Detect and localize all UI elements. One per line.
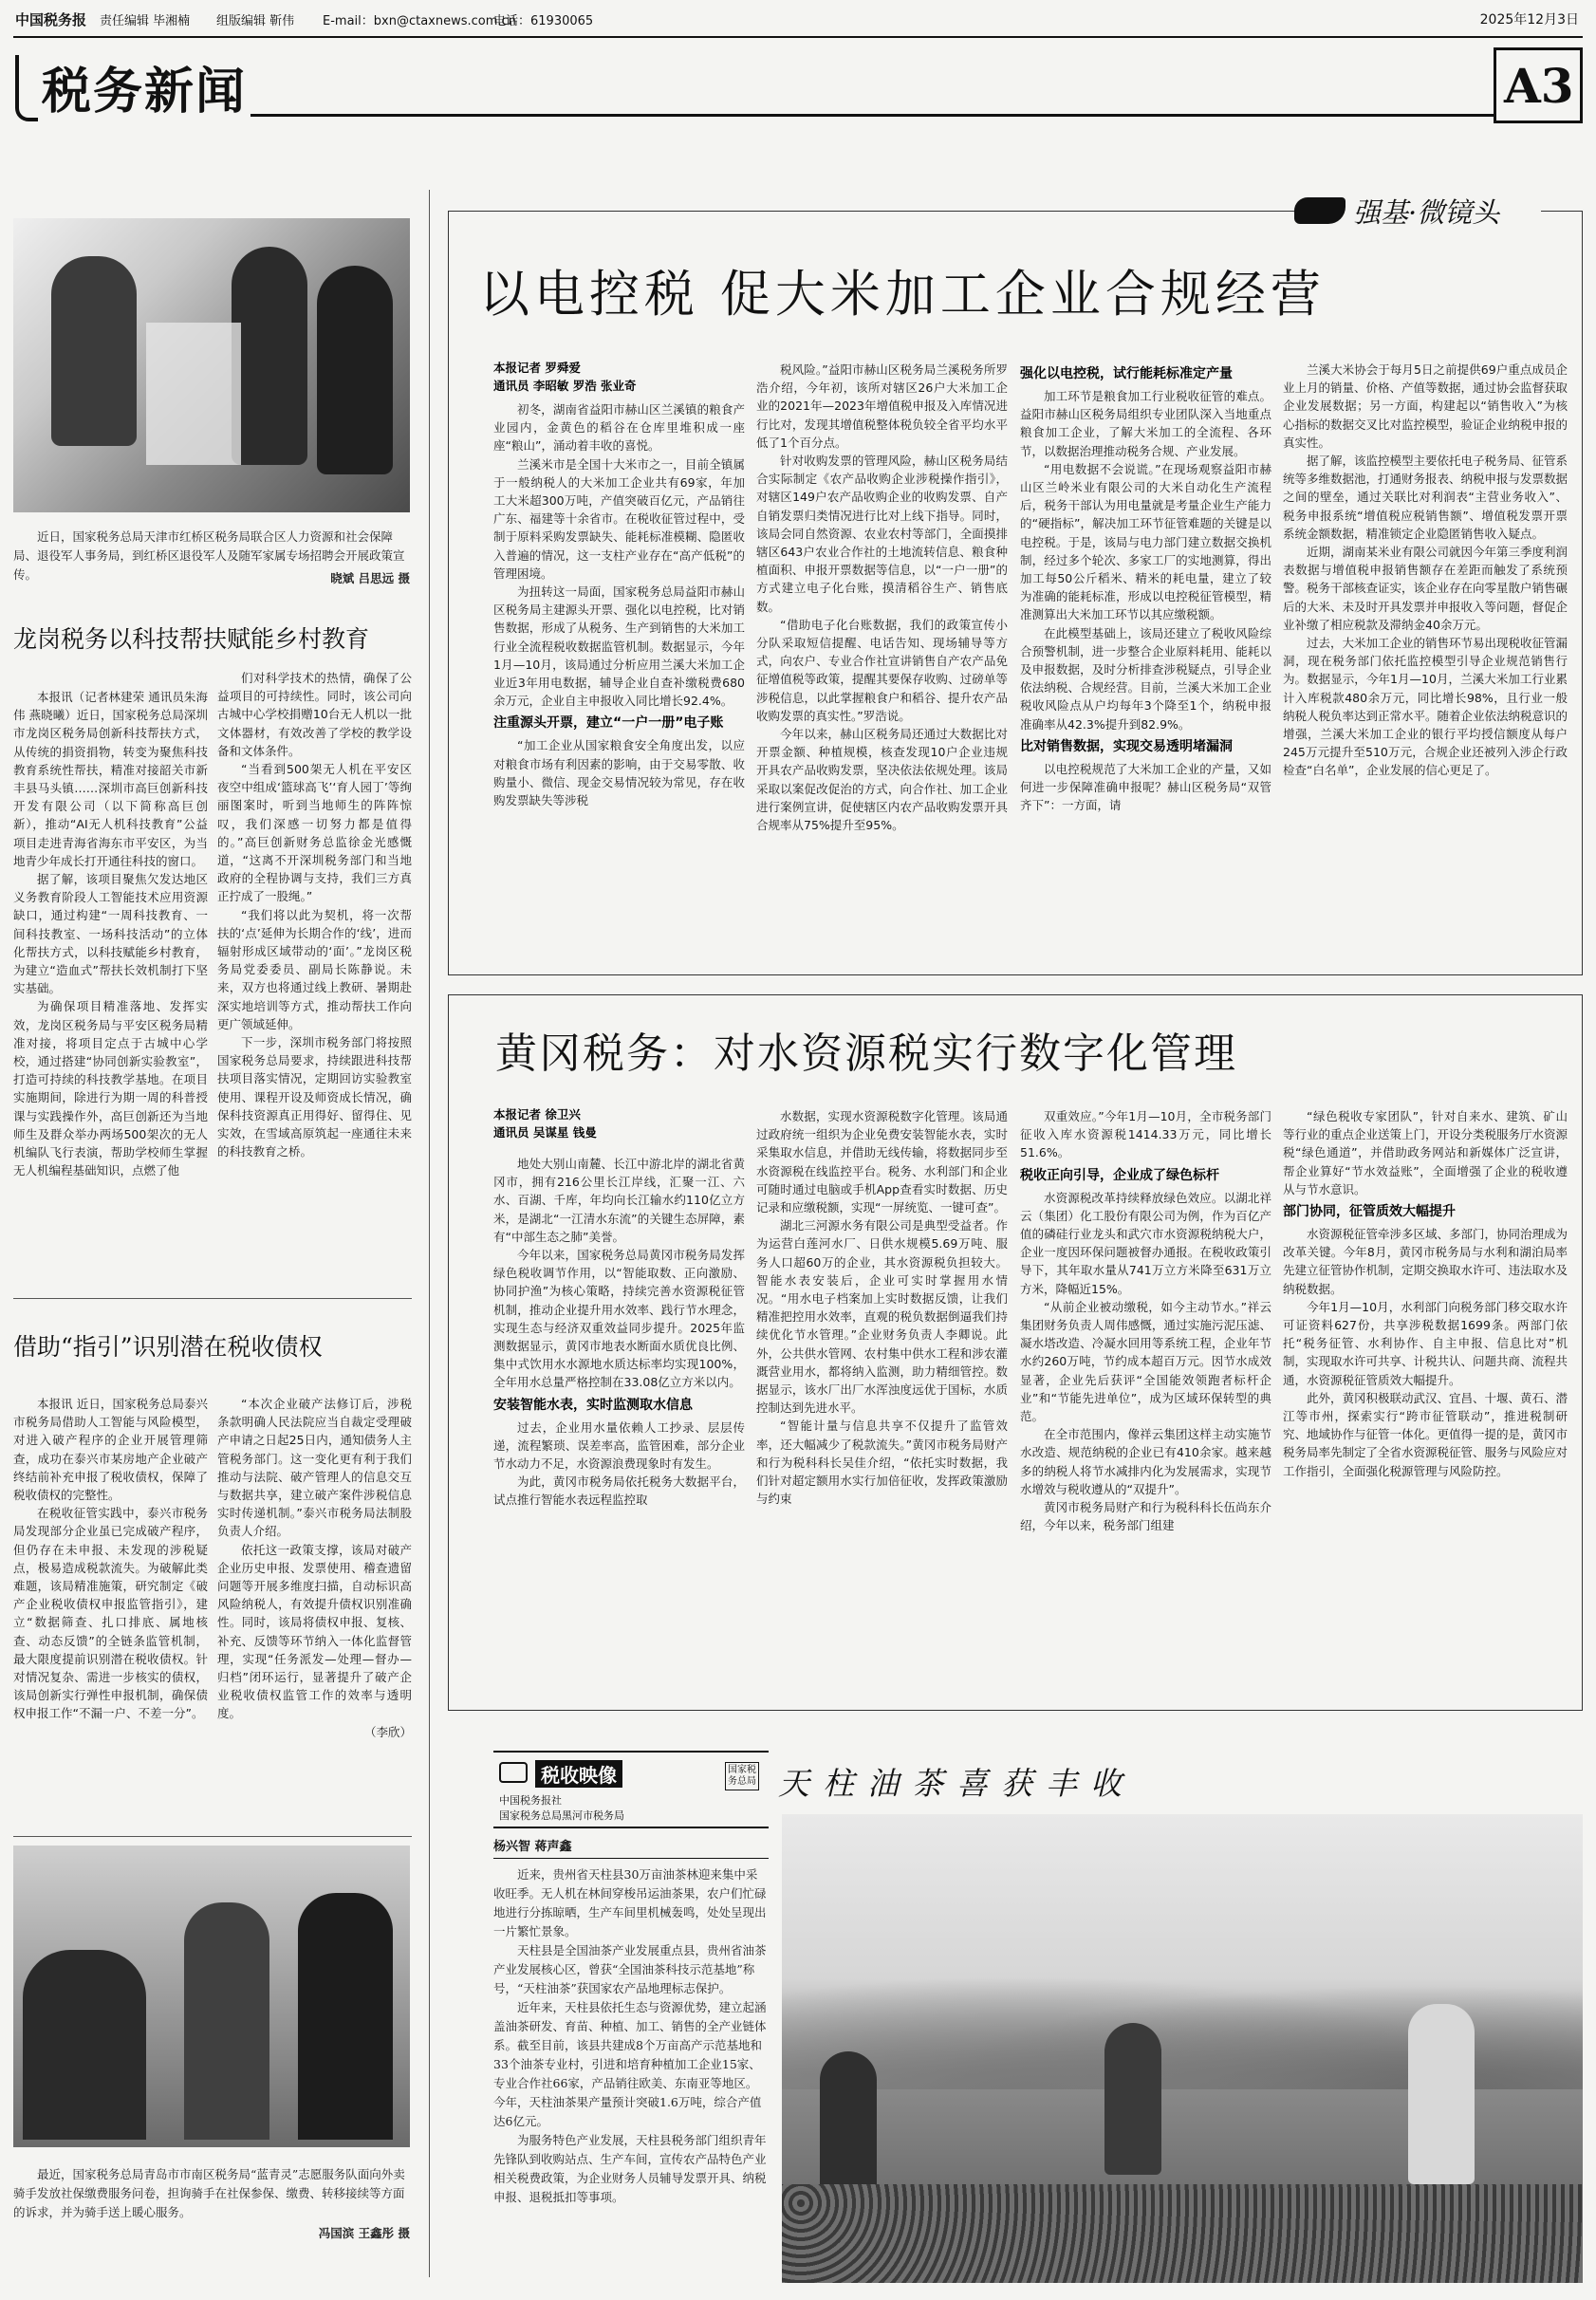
- photo-figure: [317, 266, 393, 474]
- photo-figure: [1408, 2004, 1475, 2184]
- article1-title: 龙岗税务以科技帮扶赋能乡村教育: [13, 625, 370, 653]
- feature-subhead-1: 注重源头开票，建立“一户一册”电子账: [493, 715, 724, 732]
- article3-byline-reporter: 本报记者 徐卫兴: [493, 1107, 581, 1122]
- feature-col4: 兰溪大米协会于每月5日之前提供69户重点成员企业上月的销量、价格、产值等数据，通过协会监督获取企业发展数据；另一方面，构建起以“销售收入”为核心指标的数据交叉比对监控模型，验证企业纳税申报的真实性。 据了解，该监控模型主要依托电子税务局、征管系统等多维数据池，打通财务报表、纳税申报与发票数据之间的壁垒，通过关联比对利润表“主营业务收入”、税务申报系统“增值税应税销售额”、增值税发票开票系统金额数据，精准锁定企业隐匿销售收入疑点。 近期，湖南某米业有限公司就因今年第三季度利润表数据与增值税申报销售额存在差距而触发了系统预警。税务干部核查证实，该企业存在向零星散户销售碾后的大米、未及时开具发票并申报收入等问题，督促企业补缴了相应税款及滞纳金40余万元。 过去，大米加工企业的销售环节易出现税收征管漏洞，现在税务部门依托监控模型引导企业规范销售行为。数据显示，今年1月—10月，兰溪大米加工行业累计入库税款480余万元，同比增长98%，且行业一般纳税人税负率达到正常水平。随着企业依法纳税意识的增强，兰溪大米加工企业的银行平均授信额度从每户245万元提升至510万元，合规企业还被列入涉企行政检查“白名单”，企业发展的信心更足了。: [1283, 362, 1568, 778]
- article1-col2: 们对科学技术的热情，确保了公益项目的可持续性。同时，该公司向古城中心学校捐赠10台无人机以一批文体器材，有效改善了学校的教学设备和文体条件。 “当看到500架无人机在平安区夜空中组成‘篮球高飞’‘育人园丁’等绚丽图案时，听到当地师生的阵阵惊叹，我们深感一切努力都是值得的。”高巨创新财务总监徐金光感慨道，“这离不开深圳税务部门和当地政府的全程协调与支持，我们三方真正拧成了一股绳。” “我们将以此为契机，将一次帮扶的‘点’延伸为长期合作的‘线’，进而辐射形成区域带动的‘面’。”龙岗区税务局党委委员、副局长陈静说。未来，双方也将通过线上教研、暑期赴深实地培训等方式，推动帮扶工作向更广领域延伸。 下一步，深圳市税务部门将按照国家税务总局要求，持续跟进科技帮扶项目落实情况，定期回访实验教室使用、课程开设及师资成长情况，确保科技资源真正用得好、留得住、见实效，在雪域高原筑起一座通往未来的科技教育之桥。: [217, 671, 412, 1159]
- photo-figure: [51, 256, 137, 446]
- article2-col1: 本报讯 近日，国家税务总局泰兴市税务局借助人工智能与风险模型，对进入破产程序的企业开展管理筛查，成功在泰兴市某房地产企业破产终结前补充申报了税收债权，保障了税收债权的完整性。 在税收征管实践中，泰兴市税务局发现部分企业虽已完成破产程序，但仍存在未申报、未发现的涉税疑点，极易造成税款流失。为破解此类难题，该局精准施策，研究制定《破产企业税收债权申报监管指引》，建立“数据筛查、扎口排底、属地核查、动态反馈”的全链条监管机制，最大限度提前识别潜在税收债权。针对情况复杂、需进一步核实的债权，该局创新实行弹性申报机制，确保债权申报工作“不漏一户、不差一分”。: [13, 1397, 208, 1721]
- photo-figure: [1104, 2023, 1161, 2175]
- article3-col3: 双重效应。”今年1月—10月，全市税务部门征收入库水资源税1414.33万元，同比增长51.6%。 税收正向引导，企业成了绿色标杆 水资源税改革持续释放绿色效应。以湖北祥云（集团）化工股份有限公司为例，作为百亿产值的磷硅行业龙头和武穴市水资源税纳税大户，企业一度因环保问题被督办通报。在税收政策引导下，其年取水量从741万立方米降至631万立方米，降幅近15%。 “从前企业被动缴税，如今主动节水。”祥云集团财务负责人周伟感慨，通过实施污泥压滤、凝水塔改造、冷凝水回用等系统工程，企业年节水约260万吨，节约成本超百万元。因节水成效显著，企业先后获评“全国能效领跑者标杆企业”和“节能先进单位”，成为区域环保转型的典范。 在全市范围内，像祥云集团这样主动实施节水改造、规范纳税的企业已有410余家。越来越多的纳税人将节水减排内化为发展需求，实现节水增效与税收遵从的“双提升”。 黄冈市税务局财产和行为税科科长伍尚东介绍，今年以来，税务部门组建: [1020, 1109, 1271, 1533]
- brush-mark-icon: [1294, 197, 1345, 224]
- photo-news-title: 天柱油茶喜获丰收: [778, 1765, 1135, 1802]
- photo-figure: [146, 323, 241, 465]
- article2-col2: “本次企业破产法修订后，涉税条款明确人民法院应当自裁定受理破产申请之日起25日内，通知债务人主管税务部门。这一变化更有利于我们推动与法院、破产管理人的信息交互与数据共享，建立破产案件涉税信息实时传递机制。”泰兴市税务局法制股负责人介绍。 依托这一政策支撑，该局对破产企业历史申报、发票使用、稽查遗留问题等开展多维度扫描，自动标识高风险纳税人，有效提升债权识别准确性。同时，该局将债权申报、复核、补充、反馈等环节纳入一体化监督管理，实现“任务派发—处理—督办—归档”闭环运行，显著提升了破产企业税收债权监管工作的效率与透明度。 （李欣）: [217, 1397, 412, 1739]
- phone-text: 电话：61930065: [493, 14, 594, 28]
- tianjin-photo: [13, 218, 410, 512]
- masthead-strip: [0, 0, 1596, 36]
- article3-subhead-3: 部门协同，征管质效大幅提升: [1283, 1204, 1456, 1220]
- article2-title: 借助“指引”识别潜在税收债权: [13, 1333, 323, 1361]
- article3-subhead-1: 安装智能水表，实时监测取水信息: [493, 1397, 693, 1413]
- photo2-credit: 冯国滨 王鑫彤 摄: [318, 2226, 410, 2240]
- article3-col1: 本报记者 徐卫兴 通讯员 吴谋星 钱曼 地处大别山南麓、长江中游北岸的湖北省黄冈市，拥有216公里长江岸线，汇聚一江、六水、百湖、千库，年均向长江输水约110亿立方米，是湖北“一江清水东流”的关键生态屏障，素有“中部生态之肺”美誉。 今年以来，国家税务总局黄冈市税务局发挥绿色税收调节作用，以“智能取数、正向激励、协同护渔”为核心策略，持续完善水资源税征管机制，推动企业提升用水效率、践行节水理念，实现生态与经济双重效益同步提升。2025年监测数据显示，黄冈市地表水断面水质优良比例、集中式饮用水水源地水质达标率均实现100%，全年用水总量严格控制在33.08亿立方米以内。 安装智能水表，实时监测取水信息 过去，企业用水量依赖人工抄录、层层传递，流程繁琐、误差率高，监管困难，部分企业节水动力不足，水资源浪费现象时有发生。 为此，黄冈市税务局依托税务大数据平台，试点推行智能水表远程监控取: [493, 1107, 745, 1508]
- designer-credit: 组版编辑 靳伟: [216, 14, 295, 28]
- article3-col2: 水数据，实现水资源税数字化管理。该局通过政府统一组织为企业免费安装智能水表，实时采集取水信息，并借助无线传输，将数据同步至水资源税在线监控平台。税务、水利部门和企业可随时通过电脑或手机App查看实时数据、历史记录和应缴税额，实现“一屏统览、一键可查”。 湖北三河源水务有限公司是典型受益者。作为运营白莲河水厂、日供水规模5.69万吨、服务人口超60万的企业，其水资源税负担较大。智能水表安装后，企业可实时掌握用水情况。“用水电子档案加上实时数据反馈，让我们精准把控用水效率，直观的税负数据倒逼我们持续优化节水管理。”企业财务负责人李卿说。此外，公共供水管网、农村集中供水工程和涉农灌溉营业用水，都将纳入监测，助力精细管控。数据显示，该水厂出厂水浑浊度远优于国标，水质控制达到先进水平。 “智能计量与信息共享不仅提升了监管效率，还大幅减少了税款流失。”黄冈市税务局财产和行为税科科长吴佳介绍，“依托实时数据，我们针对超定额用水实行加倍征收，发挥政策激励与约束: [756, 1109, 1008, 1507]
- article3-title: 黄冈税务：对水资源税实行数字化管理: [495, 1029, 1237, 1078]
- photo-figure: [23, 1950, 146, 2140]
- photo-figure: [184, 1902, 269, 2140]
- oil-tea-harvest-photo: [782, 1814, 1583, 2283]
- photo-news-credit: 杨兴智 蒋声鑫: [493, 1836, 769, 1859]
- feature-title: 以电控税 促大米加工企业合规经营: [479, 266, 1326, 324]
- photo-figure: [232, 247, 307, 465]
- badge-org1: 中国税务报社: [499, 1794, 562, 1807]
- badge-side: 国家税务总局: [725, 1762, 759, 1790]
- banner-line: [251, 114, 1494, 117]
- feature-col2: 税风险。”益阳市赫山区税务局兰溪税务所罗浩介绍，今年初，该所对辖区26户大米加工企业的2021年—2023年增值税申报及入库情况进行比对，发现其增值税整体税负较全省平均水平低了1个百分点。 针对收购发票的管理风险，赫山区税务局结合实际制定《农产品收购企业涉税操作指引》，对辖区149户农产品收购企业的收购发票、自产自销发票归类情况进行比对上线下指导。同时，该局会同自然资源、农业农村等部门，全面摸排辖区643户农业合作社的土地流转信息、粮食种植面积、申报开票数据等信息，以“一户一册”的方式建立电子化台账，摸清稻谷生产、销售底数。 “借助电子化台账数据，我们的政策宣传小分队采取短信提醒、电话告知、现场辅导等方式，向农户、专业合作社宣讲销售自产农产品免征增值税等政策，提醒其要保存收购、过磅单等涉税信息，以此掌握粮食户和稻谷、提升农产品收购发票的真实性。”罗浩说。 今年以来，赫山区税务局还通过大数据比对开票金额、种植规模，核查发现10户企业违规开具农产品收购发票，坚决依法依规处理。该局采取以案促改促治的方式，向合作社、加工企业进行案例宣讲，促使辖区内农产品收购发票开具合规率从75%提升至95%。: [756, 362, 1008, 833]
- photo-ground: [782, 2184, 1583, 2283]
- photo1-credit: 晓斌 吕思远 摄: [330, 571, 410, 585]
- banner-bracket: [15, 55, 38, 121]
- left-divider: [13, 1298, 412, 1299]
- photo-news-text: 近来，贵州省天柱县30万亩油茶林迎来集中采收旺季。无人机在林间穿梭吊运油茶果，农户们忙碌地进行分拣晾晒，生产车间里机械轰鸣，处处呈现出一片繁忙景象。 天柱县是全国油茶产业发展重点县，贵州省油茶产业发展核心区，曾获“全国油茶科技示范基地”称号，“天柱油茶”获国家农产品地理标志保护。 近年来，天柱县依托生态与资源优势，建立起涵盖油茶研发、育苗、种植、加工、销售的全产业链体系。截至目前，该县共建成8个万亩高产示范基地和33个油茶专业村，引进和培育种植加工企业15家、专业合作社66家，产品销往欧美、东南亚等地区。今年，天柱油茶果产量预计突破1.6万吨，综合产值达6亿元。 为服务特色产业发展，天柱县税务部门组织青年先锋队到收购站点、生产车间，宣传农产品特色产业相关税费政策，为企业财务人员辅导发票开具、纳税申报、退税抵扣等事项。: [493, 1867, 767, 2204]
- feature-col3: 强化以电控税，试行能耗标准定产量 加工环节是粮食加工行业税收征管的难点。益阳市赫山区税务局组织专业团队深入当地重点粮食加工企业，了解大米加工的全流程、各环节，以数据治理推动税务合规、产业发展。 “用电数据不会说谎。”在现场观察益阳市赫山区兰岭米业有限公司的大米自动化生产流程后，税务干部认为用电量就是考量企业生产能力的“硬指标”，解决加工环节征管难题的关键是以电控税。于是，该局与电力部门建立数据交换机制，经过多个轮次、多家工厂的实地测算，得出加工每50公斤稻米、精米的耗电量，建立了较为准确的能耗标准，形成以电控税征管模型，精准测算出大米加工环节以其应缴税额。 在此模型基础上，该局还建立了税收风险综合预警机制，进一步整合企业原料耗用、能耗以及申报数据，及时分析排查涉税疑点，引导企业依法纳税、合规经营。目前，兰溪大米加工企业税收风险点从户均每年3个降至1个，纳税申报准确率从42.3%提升到82.9%。 比对销售数据，实现交易透明堵漏洞 以电控税规范了大米加工企业的产量，又如何进一步保障准确申报呢？赫山区税务局“双管齐下”：一方面，请: [1020, 366, 1271, 813]
- badge-title: 税收映像: [535, 1760, 622, 1788]
- paper-name: 中国税务报: [15, 11, 87, 28]
- editor-credit: 责任编辑 毕湘楠: [100, 14, 191, 28]
- issue-date: 2025年12月3日: [1479, 12, 1579, 28]
- photo2-caption: 最近，国家税务总局青岛市市南区税务局“蓝青灵”志愿服务队面向外卖骑手发放社保缴费服务问卷，担询骑手在社保参保、缴费、转移接续等方面的诉求，并为骑手送上暖心服务。: [13, 2167, 405, 2219]
- email-text: E-mail：bxn@ctaxnews.com.cn: [323, 14, 516, 28]
- section-title: 税务新闻: [42, 63, 248, 121]
- column-tag: [1294, 188, 1541, 230]
- camera-icon: [499, 1762, 528, 1783]
- article3-subhead-2: 税收正向引导，企业成了绿色标杆: [1020, 1167, 1219, 1183]
- feature-col1: 本报记者 罗舜爱 通讯员 李昭敏 罗浩 张业奇 初冬，湖南省益阳市赫山区兰溪镇的粮食产业园内，金黄色的稻谷在仓库里堆积成一座座“粮山”，涌动着丰收的喜悦。 兰溪米市是全国十大米市之一，目前全镇属于一般纳税人的大米加工企业共有69家，年加工大米超300万吨，产值突破百亿元，产品销往广东、福建等十余省市。在税收征管过程中，受制于原料采购发票缺失、能耗标准模糊、隐匿收入普遍的情况，这一支柱产业存在“高产低税”的管理困境。 为扭转这一局面，国家税务总局益阳市赫山区税务局主建源头开票、强化以电控税，比对销售数据，形成了从税务、生产到销售的大米加工行业全流程税收数据监管机制。数据显示，今年1月—10月，该局通过分析应用兰溪大米加工企业近3年用电数据，辅导企业自查补缴税费680余万元，企业自主申报收入同比增长92.4%。 注重源头开票，建立“一户一册”电子账 “加工企业从国家粮食安全角度出发，以应对粮食市场有利因素的影响，由于交易零散、收购量小、微信、现金交易情况较为常见，存在收购发票缺失等涉税: [493, 361, 745, 808]
- header-rule: [13, 36, 1583, 38]
- page-number-box: [1494, 47, 1583, 123]
- article1-col1: 本报讯（记者林建荣 通讯员朱海伟 燕晓曦）近日，国家税务总局深圳市龙岗区税务局创新科技帮扶方式，从传统的捐资捐物，转变为聚焦科技教育系统性帮扶，精准对接韶关市新丰县马头镇……深圳市高巨创新科技开发有限公司（以下简称高巨创新），推动“AI无人机科技教育”公益项目走进青海省海东市平安区，为当地青少年成长打开通往科技的窗口。 据了解，该项目聚焦欠发达地区义务教育阶段人工智能技术应用资源缺口，通过构建“一周科技教育、一间科技教室、一场科技活动”的立体化帮扶方式，以科技赋能乡村教育，为建立“造血式”帮扶长效机制打下坚实基础。 为确保项目精准落地、发挥实效，龙岗区税务局与平安区税务局精准对接，将项目定点于古城中心学校，通过搭建“协同创新实验教室”，打造可持续的科技教学基地。在项目实施期间，除进行为期一周的科普授课与实践操作外，高巨创新还为当地师生及群众举办两场500架次的无人机编队飞行表演，帮助学校师生掌握无人机编程基础知识，点燃了他: [13, 690, 208, 1178]
- section-banner: [13, 42, 1583, 135]
- photo1-caption: 近日，国家税务总局天津市红桥区税务局联合区人力资源和社会保障局、退役军人事务局，到红桥区退役军人及随军家属专场招聘会开展政策宣传。: [13, 529, 405, 582]
- feature-subhead-3: 比对销售数据，实现交易透明堵漏洞: [1020, 738, 1233, 754]
- qingdao-photo: [13, 1846, 410, 2147]
- article3-col4: “绿色税收专家团队”，针对自来水、建筑、矿山等行业的重点企业送策上门，开设分类税服务厅水资源税“绿色通道”，并借助政务网站和新媒体广泛宣讲，帮企业算好“节水效益账”，全面增强了企业的税收遵从与节水意识。 部门协同，征管质效大幅提升 水资源税征管牵涉多区域、多部门，协同治理成为改革关键。今年8月，黄冈市税务局与水利和湖泊局率先建立征管协作机制，定期交换取水许可、违法取水及纳税数据。 今年1月—10月，水利部门向税务部门移交取水许可证资料627份，共享涉税数据1699条。两部门依托“税务征管、水利协作、自主申报、信息比对”机制，实现取水许可共享、计税共认、问题共商、流程共通，水资源税征管质效大幅提升。 此外，黄冈积极联动武汉、宜昌、十堰、黄石、潜江等市州，探索实行“跨市征管联动”，推进税制研究、地域协作与征管一体化。更值得一提的是，黄冈市税务局率先制定了全省水资源税征管、服务与风险应对工作指引，全面强化税源管理与风险防控。: [1283, 1109, 1568, 1478]
- article3-byline-correspondents: 通讯员 吴谋星 钱曼: [493, 1125, 597, 1140]
- photo-figure: [298, 1893, 393, 2140]
- photo-news-badge: [493, 1751, 769, 1828]
- feature-byline-correspondents: 通讯员 李昭敏 罗浩 张业奇: [493, 379, 637, 393]
- column-tag-text: 强基·微镜头: [1353, 196, 1500, 229]
- feature-subhead-2: 强化以电控税，试行能耗标准定产量: [1020, 366, 1233, 381]
- feature-byline-reporter: 本报记者 罗舜爱: [493, 361, 581, 375]
- badge-org2: 国家税务总局黑河市税务局: [499, 1809, 624, 1822]
- page-number: A3: [1504, 58, 1574, 114]
- column-separator: [429, 190, 430, 2277]
- left-divider: [13, 1836, 412, 1837]
